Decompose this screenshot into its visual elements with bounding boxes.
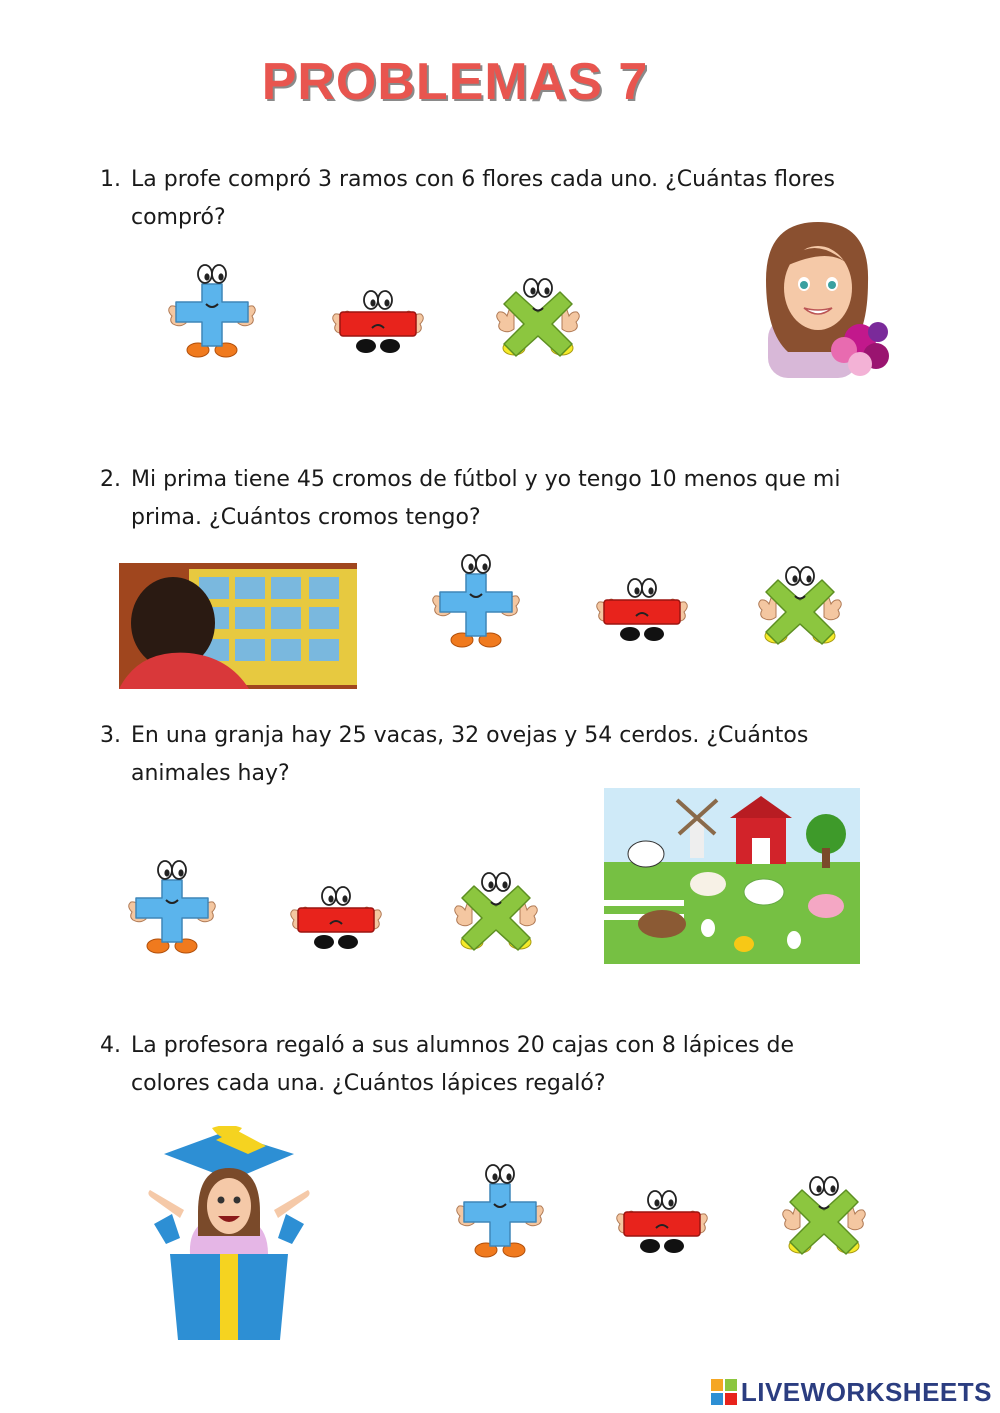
problem-number: 2.: [100, 467, 121, 492]
problem-text: En una granja hay 25 vacas, 32 ovejas y 54 cerdos. ¿Cuántos animales hay?: [131, 723, 809, 786]
minus-character-icon[interactable]: [582, 560, 702, 650]
farm-image: [604, 788, 860, 964]
page-title: PROBLEMAS 7: [261, 53, 649, 111]
multiply-character-icon[interactable]: [740, 558, 860, 653]
plus-character-icon[interactable]: [152, 262, 272, 362]
footer-logo[interactable]: [711, 1377, 992, 1407]
plus-character-icon[interactable]: [440, 1162, 560, 1262]
sticker-album-image: [119, 563, 357, 689]
problem-number: 1.: [100, 167, 121, 192]
problem-2: [100, 461, 900, 537]
problem-number: 4.: [100, 1033, 121, 1058]
minus-character-icon[interactable]: [318, 272, 438, 362]
problem-3: [100, 717, 900, 793]
brand-name: LIVEWORKSHEETS: [740, 1376, 992, 1407]
problem-text: La profe compró 3 ramos con 6 flores cada uno. ¿Cuántas flores compró?: [131, 167, 835, 230]
minus-character-icon[interactable]: [602, 1172, 722, 1262]
plus-character-icon[interactable]: [112, 858, 232, 958]
problem-number: 3.: [100, 723, 121, 748]
multiply-character-icon[interactable]: [764, 1168, 884, 1263]
multiply-character-icon[interactable]: [478, 270, 598, 365]
problem-text: La profesora regaló a sus alumnos 20 cajas con 8 lápices de colores cada una. ¿Cuántos lápices regaló?: [131, 1033, 795, 1096]
multiply-character-icon[interactable]: [436, 864, 556, 959]
plus-character-icon[interactable]: [416, 552, 536, 652]
teacher-gift-box-image: [146, 1126, 312, 1340]
teacher-with-flowers-image: [748, 218, 898, 378]
liveworksheets-logo-icon: [711, 1379, 737, 1405]
problem-text: Mi prima tiene 45 cromos de fútbol y yo tengo 10 menos que mi prima. ¿Cuántos cromos tengo?: [131, 467, 841, 530]
minus-character-icon[interactable]: [276, 868, 396, 958]
problem-4: [100, 1027, 900, 1103]
